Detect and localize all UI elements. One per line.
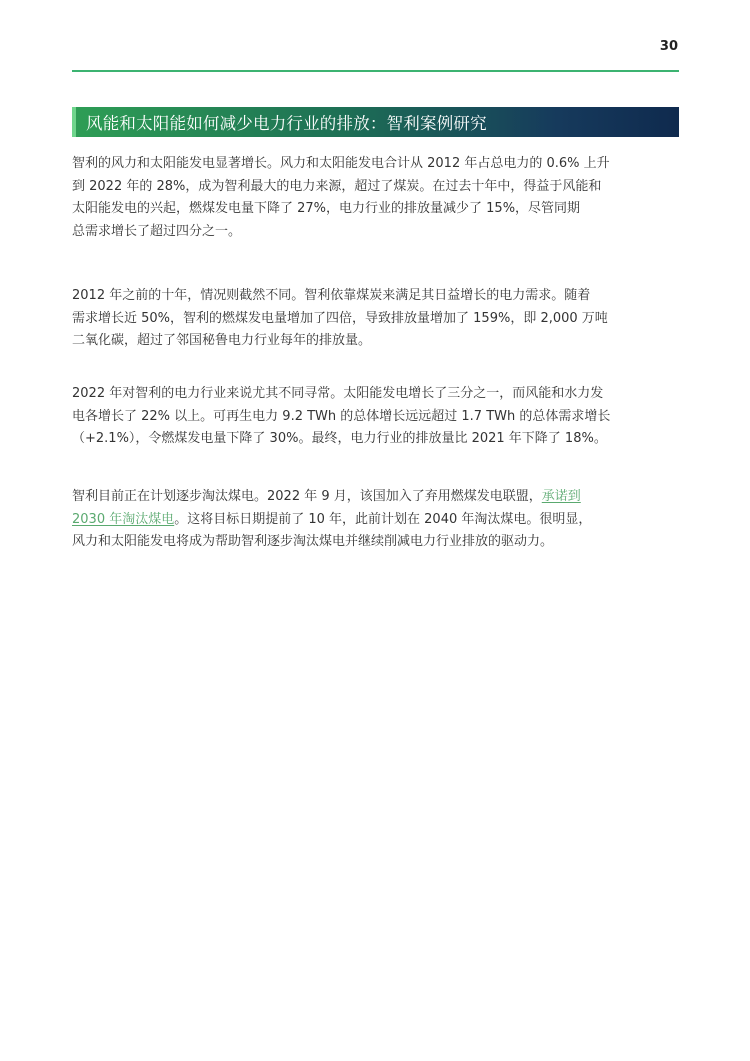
coal-phaseout-pledge-link[interactable]: 承诺到 [541, 489, 581, 504]
paragraph-line: 2012 年之前的十年，情况则截然不同。智利依靠煤炭来满足其日益增长的电力需求。随着 [72, 288, 591, 303]
header-divider [72, 70, 679, 72]
paragraph-line: 二氧化碳，超过了邻国秘鲁电力行业每年的排放量。 [72, 333, 372, 348]
section-banner [72, 107, 679, 137]
paragraph-2 [72, 285, 672, 353]
paragraph-3 [72, 383, 672, 451]
paragraph-line: 到 2022 年的 28%，成为智利最大的电力来源，超过了煤炭。在过去十年中，得益于风能和 [72, 178, 602, 194]
paragraph-text: 。这将目标日期提前了 10 年，此前计划在 2040 年淘汰煤电。很明显， [174, 511, 592, 527]
section-title: 风能和太阳能如何减少电力行业的排放：智利案例研究 [86, 114, 487, 133]
paragraph-line: 电各增长了 22% 以上。可再生电力 9.2 TWh 的总体增长远远超过 1.7 TWh 的总体需求增长 [72, 408, 611, 424]
page-number: 30 [659, 39, 678, 54]
paragraph-line: 需求增长近 50%，智利的燃煤发电量增加了四倍，导致排放量增加了 159%，即 2,000 万吨 [72, 310, 608, 326]
paragraph-line: 智利的风力和太阳能发电显著增长。风力和太阳能发电合计从 2012 年占总电力的 0.6% 上升 [72, 156, 610, 171]
coal-phaseout-pledge-link-cont[interactable]: 2030 年淘汰煤电 [72, 511, 175, 527]
paragraph-line: 风力和太阳能发电将成为帮助智利逐步淘汰煤电并继续削减电力行业排放的驱动力。 [72, 534, 554, 549]
paragraph-text: 智利目前正在计划逐步淘汰煤电。2022 年 9 月，该国加入了弃用燃煤发电联盟， [72, 489, 542, 504]
paragraph-line [72, 486, 672, 509]
paragraph-line: 太阳能发电的兴起，燃煤发电量下降了 27%，电力行业的排放量减少了 15%，尽管同期 [72, 201, 581, 216]
paragraph-4 [72, 486, 672, 554]
banner-accent-bar [72, 107, 76, 137]
paragraph-line: （+2.1%），令燃煤发电量下降了 30%。最终，电力行业的排放量比 2021 年下降了 18%。 [72, 431, 607, 446]
paragraph-line [72, 509, 672, 532]
paragraph-line: 总需求增长了超过四分之一。 [72, 223, 242, 239]
paragraph-line: 2022 年对智利的电力行业来说尤其不同寻常。太阳能发电增长了三分之一，而风能和水力发 [72, 386, 604, 401]
paragraph-1 [72, 153, 672, 243]
